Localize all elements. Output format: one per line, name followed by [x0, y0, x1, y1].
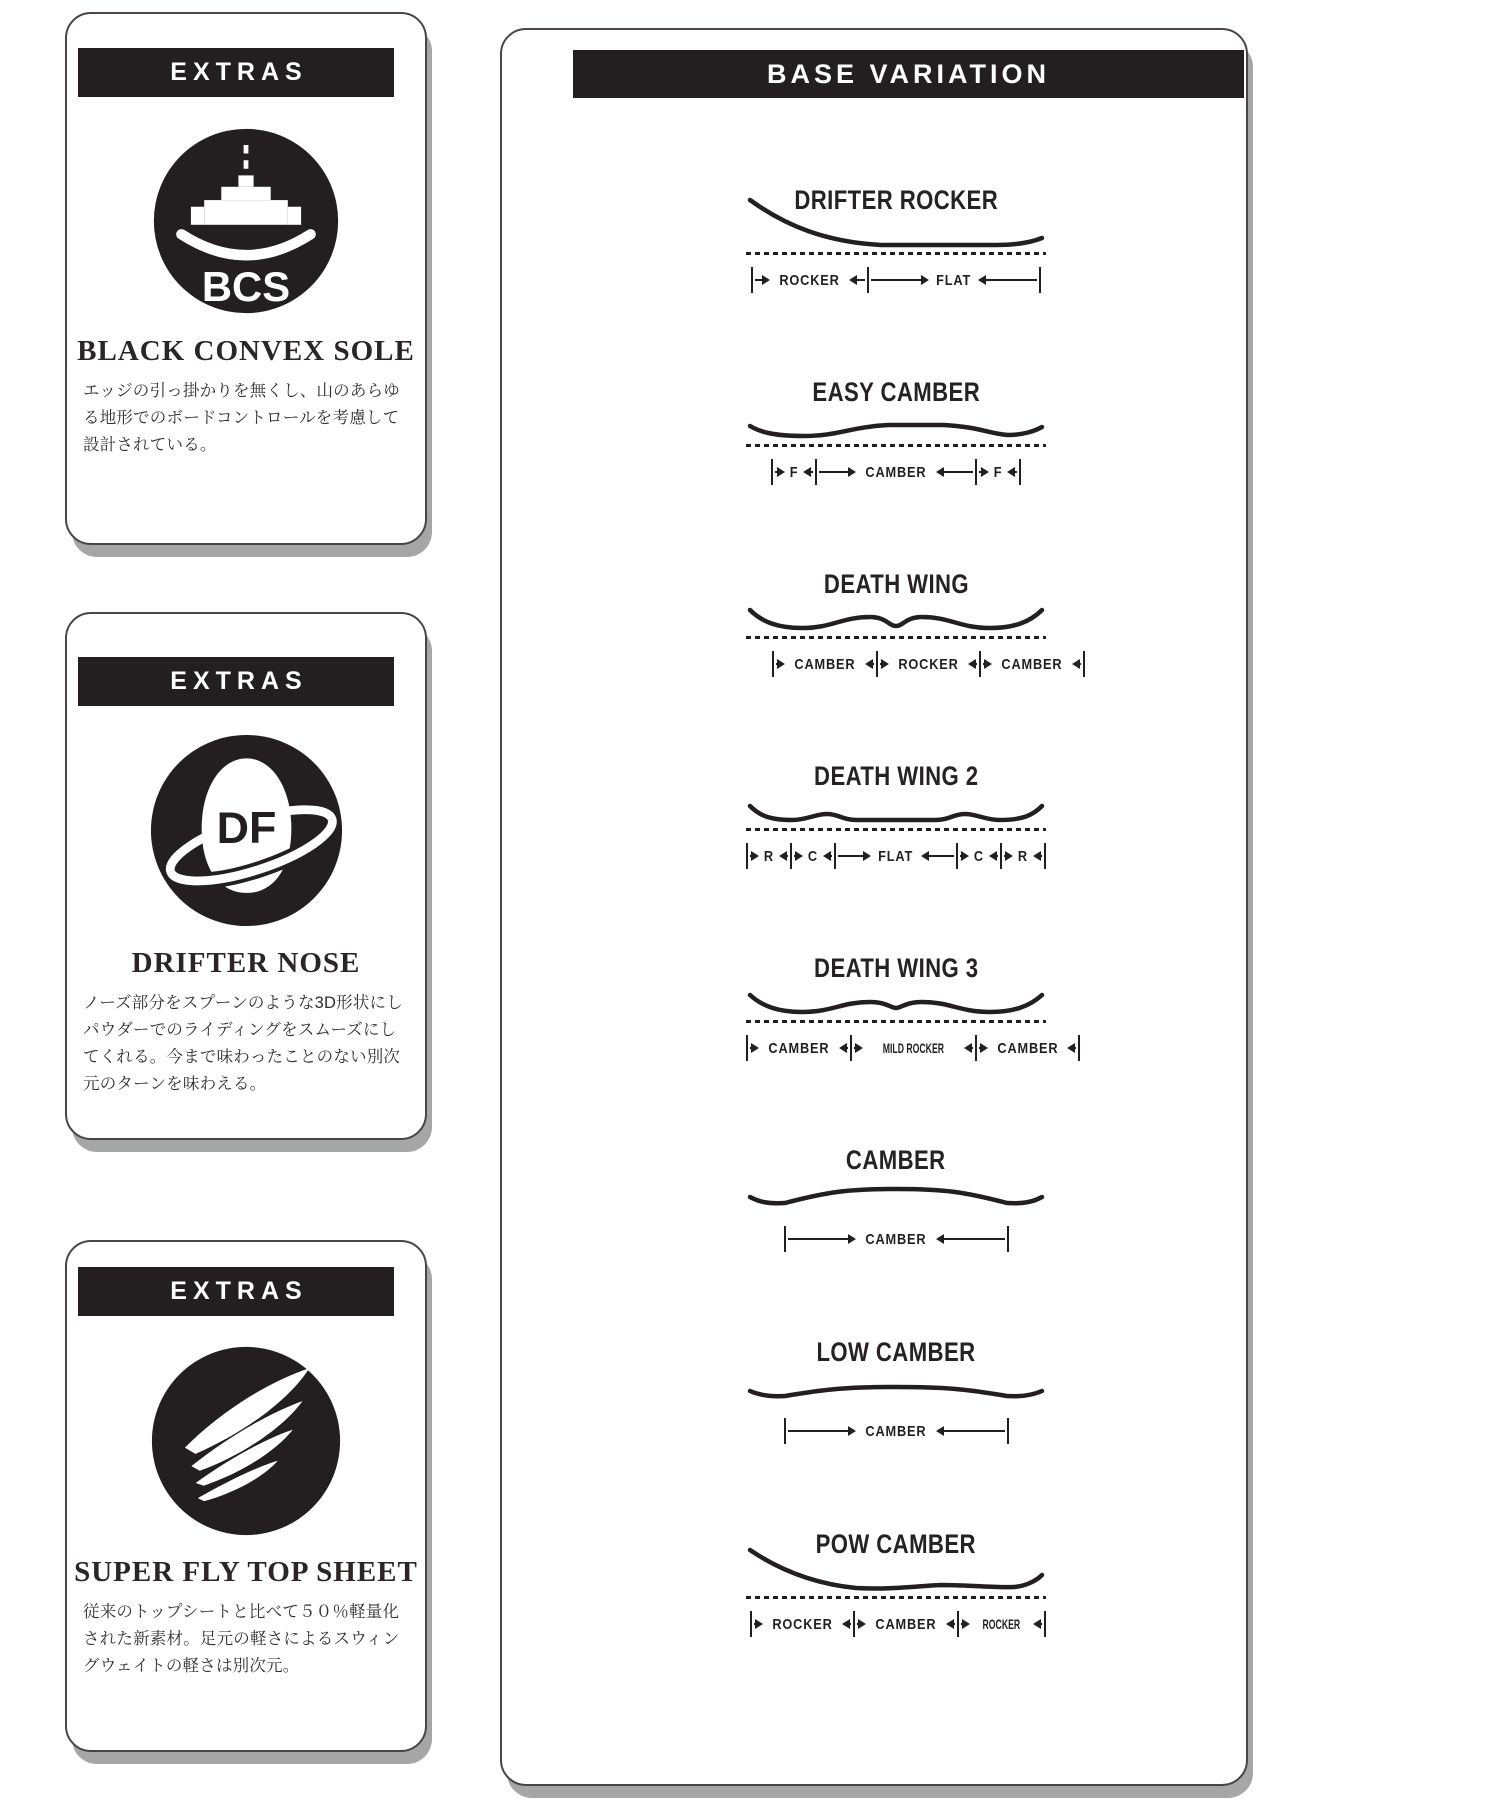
zone-boundary-bar — [1007, 1418, 1009, 1444]
profile-title — [546, 1528, 1246, 1560]
zone-segment — [1002, 848, 1044, 865]
zone-label-row — [771, 457, 1021, 487]
arrow-left-icon — [938, 471, 973, 474]
base-dashed-line — [746, 1596, 1046, 1599]
df-icon-label: DF — [216, 802, 276, 854]
profile-title-label: CAMBER — [846, 1145, 946, 1175]
zone-label: CAMBER — [997, 1039, 1059, 1057]
arrow-right-icon — [871, 279, 928, 282]
base-dashed-line — [746, 252, 1046, 255]
zone-label: CAMBER — [1001, 655, 1063, 673]
zone-label-row — [772, 649, 1063, 679]
arrow-left-icon — [825, 855, 832, 858]
arrow-left-icon — [1069, 1047, 1076, 1050]
zone-segment — [878, 656, 979, 673]
profile-title — [546, 184, 1246, 216]
zone-label: C — [807, 847, 818, 865]
arrow-right-icon — [961, 1623, 968, 1626]
base-dashed-line — [746, 828, 1046, 831]
arrow-right-icon — [979, 471, 987, 474]
arrow-left-icon — [991, 855, 998, 858]
zone-label: CAMBER — [865, 1230, 927, 1248]
zone-label-row — [746, 1033, 1059, 1063]
arrow-right-icon — [857, 1623, 864, 1626]
zone-segment — [753, 272, 867, 289]
arrow-right-icon — [775, 471, 783, 474]
profile-title-label: POW CAMBER — [815, 1529, 977, 1559]
card-description: 従来のトップシートと比べて５０％軽量化された新素材。足元の軽さによるスウィングウェイトの軽さは別次元。 — [83, 1603, 400, 1675]
base-profile — [502, 1336, 1246, 1528]
arrow-left-icon — [1074, 663, 1081, 666]
arrow-right-icon — [776, 663, 783, 666]
bcs-icon-label: BCS — [201, 262, 291, 310]
zone-segment — [752, 1616, 853, 1633]
zone-segment — [855, 1616, 957, 1633]
arrow-left-icon — [841, 1047, 848, 1050]
arrow-right-icon — [854, 1047, 861, 1050]
arrow-left-icon — [844, 1623, 851, 1626]
extras-header-bar — [78, 48, 394, 97]
zone-segment — [748, 848, 790, 865]
zone-label: F — [993, 463, 1003, 481]
zone-label-row — [746, 841, 1046, 871]
base-dashed-line — [746, 1020, 1046, 1023]
base-profile — [502, 376, 1246, 568]
arrow-left-icon — [938, 1238, 1005, 1241]
arrow-left-icon — [1035, 1623, 1042, 1626]
zone-label: FLAT — [936, 271, 972, 289]
zone-segment — [959, 1616, 1044, 1632]
zone-segment — [792, 848, 834, 865]
arrow-right-icon — [960, 855, 967, 858]
bcs-icon-wrap — [67, 126, 425, 316]
zone-segment — [817, 464, 975, 481]
zone-label: CAMBER — [768, 1039, 830, 1057]
zone-boundary-bar — [1044, 843, 1046, 869]
arrow-right-icon — [880, 663, 887, 666]
zone-label: C — [974, 847, 985, 865]
profile-title — [546, 1336, 1246, 1368]
zone-boundary-bar — [1083, 651, 1085, 677]
zone-segment — [852, 1040, 975, 1056]
profile-title-label: EASY CAMBER — [812, 377, 980, 407]
arrow-left-icon — [923, 855, 955, 858]
arrow-right-icon — [788, 1430, 855, 1433]
arrow-left-icon — [980, 279, 1037, 282]
profile-title — [546, 376, 1246, 408]
card-description: ノーズ部分をスプーンのような3D形状にしパウダーでのライディングをスムーズにしてくれる。今まで味わったことのない別次元のターンを味わえる。 — [83, 994, 403, 1093]
profile-title-label: DEATH WING 2 — [813, 761, 979, 791]
zone-segment — [773, 464, 815, 481]
profile-title-label: LOW CAMBER — [816, 1337, 976, 1367]
base-profile-list — [502, 184, 1246, 1720]
zone-label-row — [750, 1609, 1042, 1639]
base-variation-header-bar — [573, 50, 1244, 98]
profile-title — [546, 1144, 1246, 1176]
zone-segment — [981, 656, 1083, 673]
zone-segment — [836, 848, 957, 865]
zone-segment — [977, 464, 1019, 481]
arrow-left-icon — [805, 471, 813, 474]
base-profile — [502, 568, 1246, 760]
arrow-left-icon — [948, 1623, 955, 1626]
zone-boundary-bar — [1007, 1226, 1009, 1252]
zone-segment — [869, 272, 1039, 289]
extras-card-super-fly — [65, 1240, 427, 1752]
arrow-right-icon — [750, 1047, 757, 1050]
card-title: SUPER FLY TOP SHEET — [74, 1556, 418, 1588]
zone-label: MILD ROCKER — [882, 1040, 944, 1056]
zone-label: R — [763, 847, 774, 865]
base-variation-header-label: BASE VARIATION — [766, 58, 1050, 89]
arrow-right-icon — [819, 471, 854, 474]
arrow-right-icon — [983, 663, 990, 666]
zone-label: CAMBER — [865, 463, 927, 481]
zone-boundary-bar — [1019, 459, 1021, 485]
zone-label-row — [784, 1224, 1009, 1254]
drifter-nose-icon — [149, 733, 344, 928]
zone-boundary-bar — [1039, 267, 1041, 293]
base-variation-panel — [500, 28, 1248, 1786]
card-description: エッジの引っ掛かりを無くし、山のあらゆる地形でのボードコントロールを考慮して設計されている。 — [83, 382, 400, 454]
arrow-right-icon — [1004, 855, 1011, 858]
zone-label: F — [789, 463, 799, 481]
zone-label: ROCKER — [898, 655, 959, 673]
zone-label-row — [751, 265, 1041, 295]
extras-header-label: EXTRAS — [170, 1277, 308, 1305]
extras-card-bcs — [65, 12, 427, 545]
base-profile — [502, 760, 1246, 952]
arrow-right-icon — [794, 855, 801, 858]
base-profile — [502, 952, 1246, 1144]
arrow-right-icon — [750, 855, 757, 858]
zone-segment — [786, 1231, 1007, 1248]
arrow-left-icon — [938, 1430, 1005, 1433]
zone-boundary-bar — [1078, 1035, 1080, 1061]
zone-label: CAMBER — [794, 655, 856, 673]
extras-header-bar — [78, 657, 394, 706]
base-profile — [502, 1144, 1246, 1336]
bcs-convex-sole-icon — [151, 126, 341, 316]
zone-segment — [977, 1040, 1079, 1057]
zone-label: ROCKER — [772, 1615, 833, 1633]
wing-icon-wrap — [67, 1345, 425, 1537]
arrow-left-icon — [1035, 855, 1042, 858]
arrow-right-icon — [838, 855, 870, 858]
zone-label: FLAT — [878, 847, 914, 865]
arrow-left-icon — [1009, 471, 1017, 474]
card-title: DRIFTER NOSE — [131, 947, 361, 979]
arrow-left-icon — [970, 663, 977, 666]
profile-title-label: DEATH WING — [823, 569, 969, 599]
arrow-left-icon — [851, 279, 864, 282]
base-profile — [502, 184, 1246, 376]
profile-title — [546, 568, 1246, 600]
profile-title-label: DEATH WING 3 — [813, 953, 979, 983]
extras-header-label: EXTRAS — [170, 58, 308, 86]
card-title: BLACK CONVEX SOLE — [77, 335, 415, 367]
arrow-right-icon — [788, 1238, 855, 1241]
zone-label: CAMBER — [875, 1615, 937, 1633]
zone-label-row — [784, 1416, 1009, 1446]
zone-label: ROCKER — [779, 271, 840, 289]
zone-segment — [786, 1423, 1007, 1440]
profile-title-label: DRIFTER ROCKER — [794, 185, 998, 215]
zone-segment — [748, 1040, 850, 1057]
zone-segment — [774, 656, 876, 673]
zone-label: R — [1018, 847, 1029, 865]
zone-segment — [958, 848, 1000, 865]
arrow-left-icon — [966, 1047, 973, 1050]
base-dashed-line — [746, 636, 1046, 639]
super-fly-wing-icon — [150, 1345, 342, 1537]
df-icon-wrap — [67, 733, 425, 928]
zone-label: ROCKER — [982, 1616, 1021, 1632]
base-dashed-line — [746, 444, 1046, 447]
extras-card-drifter-nose — [65, 612, 427, 1140]
arrow-left-icon — [781, 855, 788, 858]
base-profile — [502, 1528, 1246, 1720]
extras-header-bar — [78, 1267, 394, 1316]
arrow-right-icon — [979, 1047, 986, 1050]
extras-header-label: EXTRAS — [170, 667, 308, 695]
arrow-right-icon — [754, 1623, 761, 1626]
profile-title — [546, 760, 1246, 792]
arrow-right-icon — [755, 279, 768, 282]
arrow-left-icon — [867, 663, 874, 666]
zone-boundary-bar — [1044, 1611, 1046, 1637]
profile-title — [546, 952, 1246, 984]
zone-label: CAMBER — [865, 1422, 927, 1440]
